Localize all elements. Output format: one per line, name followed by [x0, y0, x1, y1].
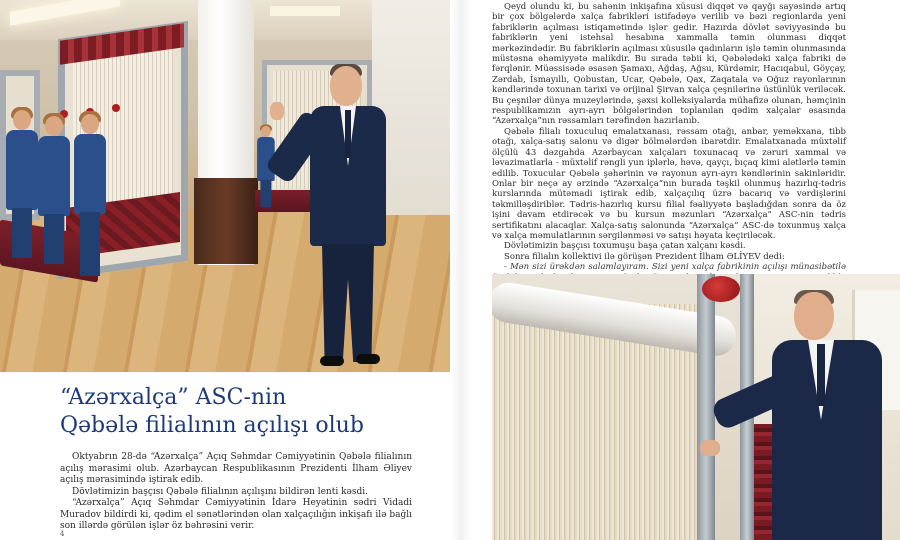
headline-line-1: “Azərxalça” ASC-nin — [60, 385, 287, 410]
weaver-figure — [4, 110, 40, 260]
right-photo-loom-inspection — [492, 274, 900, 540]
right-article-body — [492, 2, 846, 293]
ceiling-light — [270, 6, 340, 16]
paragraph: Qeyd olundu ki, bu sahənin inkişafına xüsusi diqqət və qayğı sayəsində artıq bir çox bölgələrdə xalça fabrikləri istifadəyə verilib və bəzi regionlarda yeni fabriklərin açılması istiqamətində işlər gedir. Hazırda dövlət səviyyəsində bu fabriklərin yeni istehsal hesabına xammalla təmin olunması diqqət mərkəzindədir. Bu fabriklərin açılması xüsusilə qadınların işlə təmin olunmasında müstəsna əhəmiyyətə malikdir. Bu sırada təbii ki, Qəbələdəki xalça fabriki də fərqlənir. Müəssisədə əsasən Şamaxı, Ağdaş, Ağsu, Kürdəmir, Hacıqabul, Göyçay, Zərdab, İsmayıllı, Qobustan, Ucar, Qəbələ, Qax, Zaqatala və Oğuz rayonlarının kəndlərində toxunan tarixi və orijinal Şirvan xalça çeşnilərinə üstünlük veriləcək. Bu çeşnilər dünya muzeylərində, şəxsi kolleksiyalarda mühafizə olunan, həmçinin respublikamızın ayrı-ayrı bölgələrindən toplanılan qədim xalçalar əsasında “Azərxalça”nın rəssamları tərəfindən hazırlanıb. — [492, 2, 846, 127]
headline-line-2: Qəbələ filialının açılışı olub — [60, 413, 364, 438]
page-gutter — [450, 0, 472, 540]
weaver-figure — [36, 116, 72, 266]
left-photo-weaving-hall — [0, 0, 450, 372]
weaver-figure — [72, 114, 108, 289]
paragraph: “Azərxalça” Açıq Səhmdar Cəmiyyətinin İdarə Heyətinin sədri Vidadi Muradov bildirdi ki, qədim el sənətlərindən olan xalçaçılığın inkişafı ilə bağlı son illərdə görülən işlər öz bəhrəsini verir. — [60, 498, 412, 531]
paragraph: Sonra filialın kollektivi ilə görüşən Prezident İlham ƏLİYEV dedi: — [504, 251, 785, 262]
left-article-body — [60, 452, 412, 533]
paragraph: Oktyabrın 28-də “Azərxalça” Açıq Səhmdar Cəmiyyətinin Qəbələ filialının açılış mərasimi olub. Azərbaycan Respublikasının Prezidenti İlham Əliyev açılış mərasimində iştirak edib. — [60, 452, 412, 485]
page-number: 4 — [60, 530, 65, 538]
yarn-ball — [112, 104, 120, 112]
pillar-wood-base — [194, 178, 258, 264]
loom-frame-post — [697, 274, 715, 540]
paragraph: Qəbələ filialı toxuculuq emalatxanası, rəssam otağı, anbar, yeməkxana, tibb otağı, xalça-satış salonu və digər bölmələrdən ibarətdir. Emalatxanada müxtəlif ölçülü 43 dəzgahda Azərbaycan xalçaları toxunacaq və zəruri xammal və ləvazimatlarla - müxtəlif rəngli yun iplərlə, həvə, qayçı, bıçaq kimi alətlərlə təmin edilib. Toxucular Qəbələ şəhərinin və rayonun ayrı-ayrı kəndlərinin sakinləridir. Onlar bir neçə ay ərzində “Azərxalça”nın burada təşkil olunmuş hazırlıq-tədris kurslarında mütəmadi iştirak edib, xalçaçılıq üzrə bacarıq və vərdişlərini təkmilləşdiriblər. Tədris-hazırlıq kursu filial fəaliyyətə başladığdan sonra da öz işini davam etdirəcək və bu kursun məzunları “Azərxalça” ASC-nin tədris sertifikatını alacaqlar. Xalça-satış salonunda “Azərxalça” ASC-də toxunmuş xalça və xalça məmulatlarının sərgilənməsi və satışı həyata keçiriləcək. — [492, 126, 846, 241]
president-figure — [292, 66, 402, 372]
president-quote: - Mən sizi ürəkdən salamlayıram. Sizi yeni xalça fabrikinin açılışı münasibətilə — [504, 262, 846, 273]
president-figure — [732, 292, 900, 540]
paragraph: Dövlətimizin başçısı Qəbələ filialının açılışını bildirən lenti kəsdi. — [72, 486, 368, 497]
paragraph: Dövlətimizin başçısı toxumuşu başa çatan xalçanı kəsdi. — [504, 241, 746, 252]
article-headline — [60, 384, 440, 440]
